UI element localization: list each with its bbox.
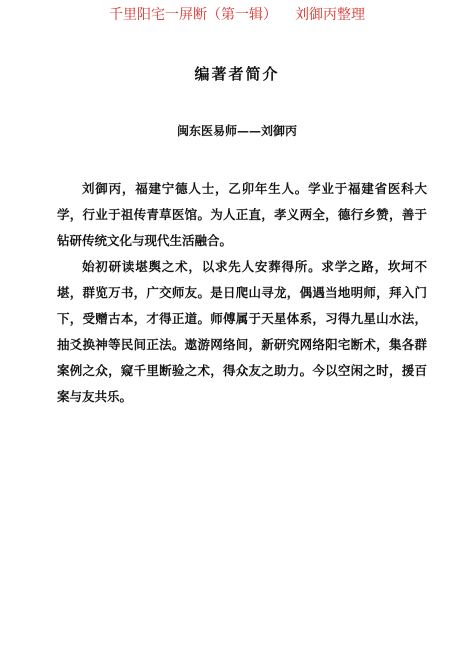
author-byline: 闽东医易师——刘御丙 <box>176 124 297 138</box>
header-editor: 刘御丙整理 <box>295 7 365 23</box>
paragraph-1: 刘御丙，福建宁德人士，乙卯年生人。学业于福建省医科大学，行业于祖传青草医馆。为人正直，孝义两全，德行乡赞，善于钻研传统文化与现代生活融合。 <box>57 181 427 248</box>
section-title: 编著者简介 <box>194 65 280 83</box>
running-header <box>0 6 474 24</box>
body-text <box>57 176 427 410</box>
header-book-title: 千里阳宅一屏断（第一辑） <box>109 7 277 23</box>
paragraph-2: 始初研读堪舆之术，以求先人安葬得所。求学之路，坎坷不堪，群览万书，广交师友。是日爬山寻龙，偶遇当地明师，拜入门下，受赠古本，才得正道。师傅属于天星体系，习得九星山水法，抽爻换神等民间正法。遨游网络间，新研究网络阳宅断术，集各群案例之众，窥千里断验之术，得众友之助力。今以空闲之时，援百案与友共乐。 <box>57 259 427 404</box>
